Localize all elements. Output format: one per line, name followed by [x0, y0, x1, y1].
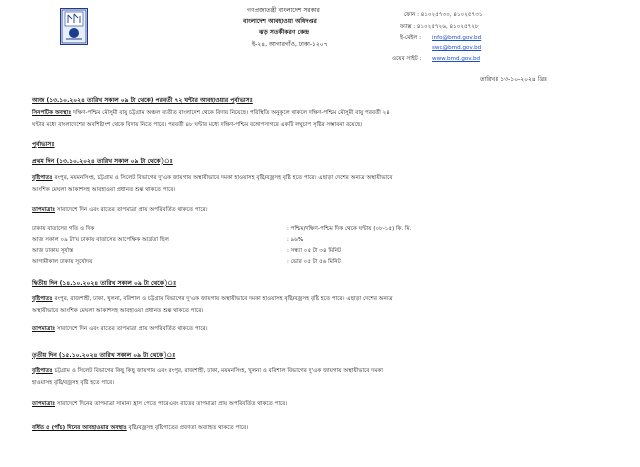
detail-label-humidity: আজ সকাল ০৯ টা'য় ঢাকায় বাতাসের আপেক্ষিক আর্দ্রতা ছিল — [32, 237, 169, 243]
email-link-info[interactable]: info@bmd.gov.bd — [432, 35, 482, 41]
bmd-logo-emblem — [61, 9, 87, 44]
email-label: ই-মেইল : — [400, 35, 422, 41]
department-name: বাংলাদেশ আবহাওয়া অধিদপ্তর — [243, 18, 317, 25]
day1-temp-text: সারাদেশে দিন এবং রাতের তাপমাত্রা প্রায় অপরিবর্তিত থাকতে পারে। — [55, 207, 208, 213]
outlook-line — [32, 425, 248, 432]
email-link-swc[interactable]: swc@bmd.gov.bd — [432, 45, 482, 51]
synoptic-text-2: ঘন্টার মধ্যে বাংলাদেশের অবশিষ্টাংশ থেকে বিদায় নিতে পারে। পরবর্তী ৪৮ ঘন্টার মধ্যে দক্ষিণ-পশ্চিম বঙ্গোপসাগরে একটি লঘুচাপ সৃষ্টির সম্ভাবনা রয়েছে। — [32, 122, 363, 128]
synoptic-line-1 — [32, 110, 390, 117]
detail-value-sunrise: : ভোর ০৫ টা ৫৬ মিনিট — [287, 259, 341, 265]
detail-label-sunset: আজ ঢাকায় সূর্যাস্ত — [32, 248, 74, 254]
forecast-title: আজ (১৩.১০.২০২৪ তারিখ সকাল ০৯ টা থেকে) পরবর্তী ৭২ ঘন্টার আবহাওয়ার পূর্বাভাসঃ — [32, 97, 253, 104]
day1-rain-text-2: আংশিক মেঘলা আকাশসহ আবহাওয়া প্রধানত শুষ্ক থাকতে পারে। — [32, 187, 176, 193]
day3-rain-text-2: হাওয়াসহ বৃষ্টি/বজ্রসহ বৃষ্টি হতে পারে। — [32, 380, 115, 386]
day2-rain-label: বৃষ্টিপাতঃ — [32, 296, 53, 302]
day2-rain-line-1 — [32, 296, 393, 303]
synoptic-text-1: দক্ষিণ-পশ্চিম মৌসুমী বায়ু চট্টগ্রাম অঞ্চল ব্যতীত বাংলাদেশ থেকে বিদায় নিয়েছে। পরিস্থিতি অনুকূলে থাকলে দক্ষিণ-পশ্চিম মৌসুমী বায়ু পরবর্তী ২৪ — [71, 110, 390, 116]
office-address: ই-২৪, আগারগাঁও, ঢাকা-১২০৭ — [252, 41, 328, 48]
day2-heading: দ্বিতীয় দিন (১৪.১০.২০২৪ তারিখ সকাল ০৯ টা থেকে)ঃ — [32, 280, 177, 287]
day3-temp-line — [32, 401, 287, 408]
day2-rain-text-1: রংপুর, রাজশাহী, ঢাকা, খুলনা, বরিশাল ও চট্টগ্রাম বিভাগের দু'এক জায়গায় অস্থায়ীভাবে দমকা হাওয়াসহ বৃষ্টি/বজ্রসহ বৃষ্টি হতে পারে। এছাড়া দেশের অন্যত্র — [52, 296, 393, 302]
website-link[interactable]: www.bmd.gov.bd — [432, 56, 481, 62]
detail-value-wind: : পশ্চিম/দক্ষিণ-পশ্চিম দিক থেকে ঘন্টায় (০৮-১৫) কি. মি. — [287, 226, 412, 232]
day1-rain-line-1 — [32, 175, 393, 182]
day1-rain-text-1: রংপুর, ময়মনসিংহ, চট্টগ্রাম ও সিলেট বিভাগের দু'এক জায়গায় অস্থায়ীভাবে দমকা হাওয়াসহ বৃষ্টি/বজ্রসহ বৃষ্টি হতে পারে। এছাড়া দেশের অন্যত্র অস্থায়ীভাবে — [52, 175, 393, 181]
centre-name: ঝড় সতর্কীকরণ কেন্দ্র — [259, 29, 309, 36]
day1-temp-line — [32, 207, 208, 214]
govt-name: গণপ্রজাতন্ত্রী বাংলাদেশ সরকার — [247, 7, 320, 14]
bmd-logo — [60, 8, 88, 45]
day2-rain-text-2: অস্থায়ীভাবে আংশিক মেঘলা আকাশসহ আবহাওয়া প্রধানত শুষ্ক থাকতে পারে। — [32, 308, 204, 314]
phone-numbers: ফোন : ৪১০২৫৭৩০, ৪১০২৫৭৩১ — [404, 12, 483, 18]
detail-value-humidity: : ৯৬% — [287, 237, 304, 243]
day3-rain-line-1 — [32, 368, 383, 375]
day2-temp-line — [32, 326, 208, 333]
forecast-label: পূর্বাভাসঃ — [32, 141, 55, 148]
day1-rain-label: বৃষ্টিপাতঃ — [32, 175, 53, 181]
day1-heading: প্রথম দিন (১৩.১০.২০২৪ তারিখ সকাল ০৯ টা থেকে)ঃ — [32, 158, 173, 165]
website-label: ওয়েব সাইট : — [392, 56, 422, 62]
day1-temp-label: তাপমাত্রাঃ — [32, 207, 56, 213]
day3-rain-text-1: চট্টগ্রাম ও সিলেট বিভাগের কিছু কিছু জায়গায় এবং রংপুর, রাজশাহী, ঢাকা, ময়মনসিংহ, খুলনা ও বরিশাল বিভাগের দু'এক জায়গায় অস্থায়ীভাবে দমকা — [52, 368, 383, 374]
day2-temp-label: তাপমাত্রাঃ — [32, 326, 56, 332]
day2-temp-text: সারাদেশে দিন এবং রাতের তাপমাত্রা প্রায় অপরিবর্তিত থাকতে পারে। — [55, 326, 208, 332]
detail-value-sunset: : সন্ধ্যা ০৫ টা ৩৪ মিনিট — [287, 248, 342, 254]
day3-heading: তৃতীয় দিন (১৫.১০.২০২৪ তারিখ সকাল ০৯ টা থেকে)ঃ — [32, 352, 176, 359]
detail-label-wind: ঢাকায় বাতাসের গতি ও দিক — [32, 226, 95, 232]
day3-temp-label: তাপমাত্রাঃ — [32, 401, 56, 407]
day3-temp-text: সারাদেশে দিনের তাপমাত্রা সামান্য হ্রাস পেতে পারেএবং রাতের তাপমাত্রা প্রায় অপরিবর্তিত থাকতে পারে। — [55, 401, 288, 407]
synoptic-label: সিনপটিক অবস্থাঃ — [32, 110, 72, 116]
day3-rain-label: বৃষ্টিপাতঃ — [32, 368, 53, 374]
fax-numbers: ফ্যাক্স : ৪১০২৫৭২৬, ৪১০২৫৭২৮ — [400, 24, 479, 30]
issue-date: তারিখঃ ১৩-১০-২০২৪ খ্রিঃ — [480, 76, 548, 83]
detail-label-sunrise: আগামীকাল ঢাকায় সূর্যোদয় — [32, 259, 93, 265]
outlook-text: বৃষ্টি/বজ্রসহ বৃষ্টিপাতের প্রবণতা অব্যাহত থাকতে পারে। — [126, 425, 249, 431]
outlook-label: বর্ধিত ৫ (পাঁচ) দিনের আবহাওয়ার অবস্থাঃ — [32, 425, 127, 431]
